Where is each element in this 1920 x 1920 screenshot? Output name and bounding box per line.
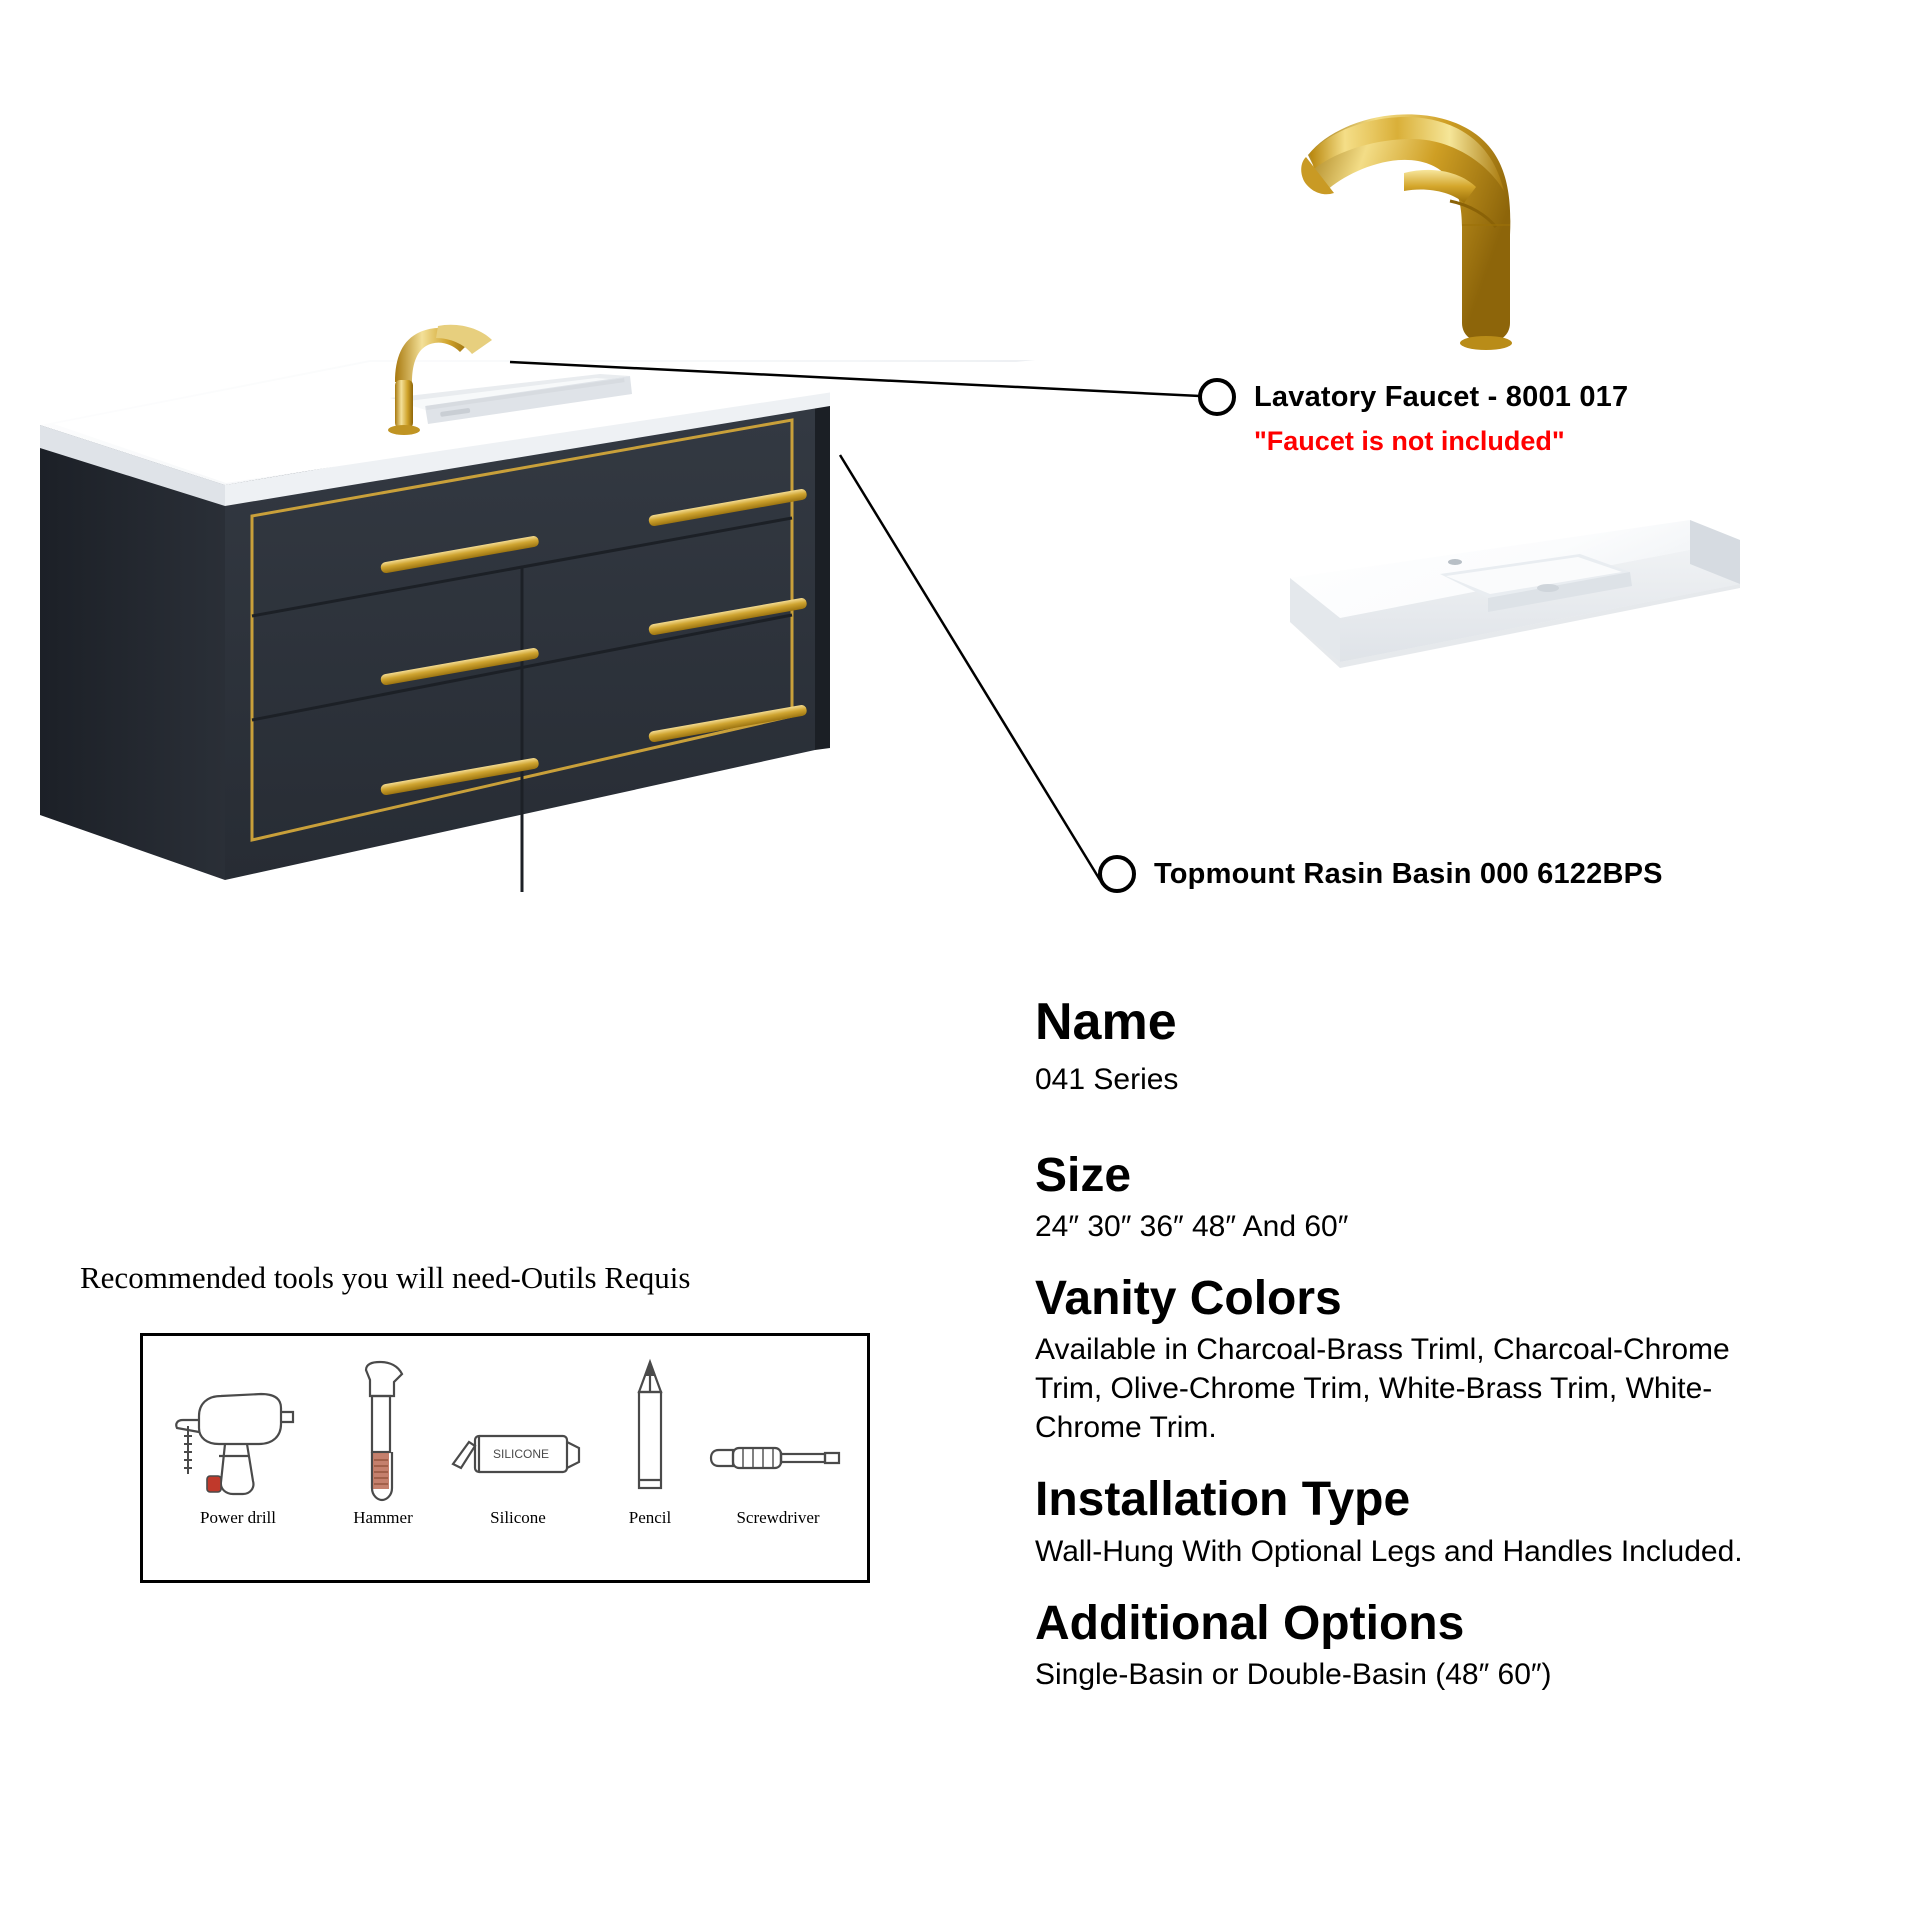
spec-vanity-colors-body: Available in Charcoal-Brass Triml, Charcoal-Chrome Trim, Olive-Chrome Trim, White-Brass Trim, White-Chrome Trim.	[1035, 1333, 1730, 1445]
spec-installation-type	[1035, 1475, 1865, 1570]
tool-pencil-label: Pencil	[628, 1508, 672, 1527]
spec-name-heading: Name	[1035, 993, 1177, 1051]
spec-name-body: 041 Series	[1035, 1062, 1179, 1096]
callout-faucet-note: "Faucet is not included"	[1254, 426, 1565, 456]
callout-marker-icon	[1098, 855, 1136, 893]
tool-screwdriver-label: Screwdriver	[736, 1508, 820, 1527]
spec-installation-type-body: Wall-Hung With Optional Legs and Handles Included.	[1035, 1534, 1743, 1568]
spec-name	[1035, 995, 1865, 1099]
spec-size-body: 24″ 30″ 36″ 48″ And 60″	[1035, 1209, 1349, 1243]
spec-list	[1035, 995, 1865, 1722]
callout-faucet	[1198, 378, 1628, 457]
spec-vanity-colors	[1035, 1271, 1865, 1447]
tool-power-drill	[163, 1356, 313, 1528]
tool-hammer-label: Hammer	[353, 1508, 413, 1527]
spec-vanity-colors-heading: Vanity Colors	[1035, 1271, 1342, 1325]
spec-installation-type-heading: Installation Type	[1035, 1473, 1411, 1527]
tool-hammer	[308, 1356, 458, 1528]
spec-additional-options	[1035, 1596, 1865, 1694]
vanity-cabinet-image	[40, 320, 1050, 980]
tool-power-drill-label: Power drill	[199, 1508, 277, 1527]
silicone-tube-text: SILICONE	[492, 1447, 550, 1461]
tool-silicone	[443, 1356, 593, 1528]
spec-size	[1035, 1148, 1865, 1246]
spec-additional-options-body: Single-Basin or Double-Basin (48″ 60″)	[1035, 1658, 1552, 1692]
tool-screwdriver	[703, 1356, 853, 1528]
spec-additional-options-heading: Additional Options	[1035, 1596, 1465, 1650]
tools-panel	[140, 1333, 870, 1583]
callout-faucet-label: Lavatory Faucet - 8001 017	[1254, 380, 1629, 413]
faucet-image	[1300, 95, 1560, 360]
basin-image	[1230, 510, 1750, 810]
callout-marker-icon	[1198, 378, 1236, 416]
tools-title: Recommended tools you will need-Outils Requis	[80, 1260, 691, 1295]
callout-basin	[1098, 855, 1663, 893]
callout-basin-label: Topmount Rasin Basin 000 6122BPS	[1154, 857, 1663, 890]
tool-silicone-label: Silicone	[490, 1508, 546, 1527]
spec-size-heading: Size	[1035, 1148, 1132, 1202]
